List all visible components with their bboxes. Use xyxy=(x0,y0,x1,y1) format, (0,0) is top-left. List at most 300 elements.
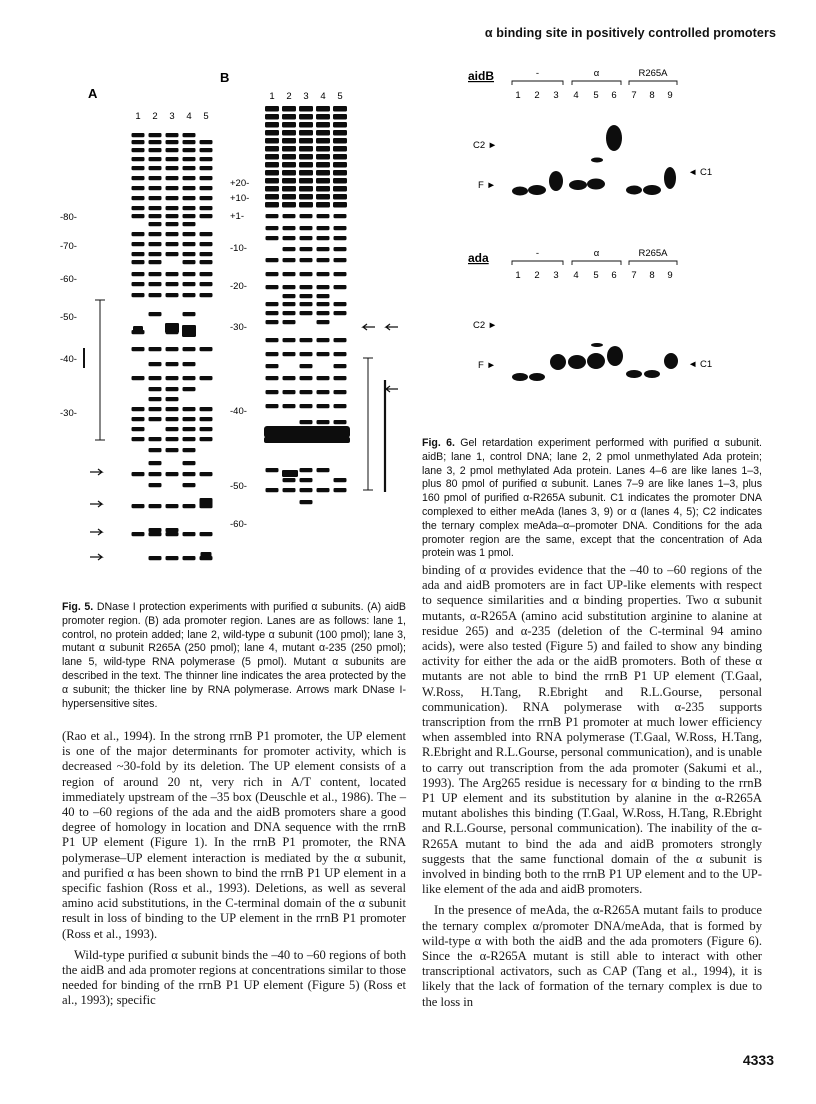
gel-band xyxy=(299,106,313,112)
gel-band xyxy=(149,272,162,276)
gel-band xyxy=(265,130,279,136)
gel-band xyxy=(132,407,145,411)
gel-band xyxy=(282,146,296,152)
gel-band xyxy=(528,185,546,195)
gel-label: - xyxy=(535,248,540,259)
gel-band xyxy=(333,122,347,128)
fig5-b-lane-labels xyxy=(269,91,342,102)
gel-band xyxy=(300,420,313,424)
gel-band xyxy=(166,376,179,380)
gel-band xyxy=(266,311,279,315)
gel-label: 1 xyxy=(269,91,275,102)
gel-band xyxy=(299,154,313,160)
gel-band xyxy=(283,226,296,230)
gel-band xyxy=(333,170,347,176)
gel-band xyxy=(316,154,330,160)
gel-band xyxy=(183,222,196,226)
gel-band xyxy=(334,236,347,240)
gel-band xyxy=(132,347,145,351)
gel-band xyxy=(333,154,347,160)
gel-band xyxy=(132,166,145,170)
gel-band xyxy=(149,186,162,190)
body-paragraph: binding of α provides evidence that the –40 to –60 regions of the ada and aidB promoters are in fact UP-like elements with respect to sequence similarities and α binding properties. Two α subunit mutants, α-R265A (amino acid substitution arginine to alanine at residue 265) and α-235 (deletion of the C-terminal 94 amino acids), were also tested (Figure 5) and failed to show any binding activity for either the ada or the aidB promoters. Both of these α mutants are not able to bind the rrnB P1 UP element (T.Gaal, W.Ross, H.Tang, R.Ebright and R.L.Gourse, personal communication). RNA polymerase with α-235 supports transcription from the rrnB P1 promoter at much lower efficiency when assembled into RNA polymerase (T.Gaal, W.Ross, H.Tang, R.Ebright and R.L.Gourse, personal communication), and is unable to carry out transcription from the ada promoter (Sakumi et al., 1993). The Arg265 residue is necessary for α binding to the rrnB P1 UP element and its substitution by alanine in the α-R265A mutant abolishes this binding (T.Gaal, W.Ross, H.Tang, R.Ebright and R.L.Gourse, personal communication). The inability of the α-R265A mutant to bind the ada and aidB promoters strongly suggests that the same functional domain of the α subunit is involved in binding both to the rrnB P1 UP element and to the UP-like element of the ada and aidB promoters. xyxy=(422,563,762,897)
gel-band xyxy=(132,293,145,297)
gel-label: R265A xyxy=(638,68,668,79)
fig5-panel-a-label: A xyxy=(88,86,98,101)
gel-band xyxy=(166,532,179,536)
gel-label: -10- xyxy=(230,243,247,254)
gel-band xyxy=(183,407,196,411)
gel-band xyxy=(299,186,313,192)
gel-band xyxy=(334,352,347,356)
body-paragraph: In the presence of meAda, the α-R265A mutant fails to produce the ternary complex α/promoter DNA/meAda, that is formed by wild-type α with both the aidB and the ada promoters (Figure 6). Since the α-R265A mutant is still able to interact with other transcriptional activators, such as CAP (Tang et al., 1994), it is likely that the lack of formation of the ternary complex is due to the loss in xyxy=(422,903,762,1009)
gel-band xyxy=(166,347,179,351)
gel-label: 1 xyxy=(515,270,521,281)
gel-label: 8 xyxy=(649,90,655,101)
gel-band xyxy=(149,282,162,286)
gel-band xyxy=(316,138,330,144)
gel-band xyxy=(283,352,296,356)
gel-band xyxy=(200,140,213,144)
gel-band xyxy=(317,376,330,380)
gel-band xyxy=(132,186,145,190)
gel-band xyxy=(282,470,298,477)
gel-band xyxy=(166,472,179,476)
gel-band xyxy=(333,114,347,120)
gel-band xyxy=(264,426,350,438)
gel-band xyxy=(587,353,605,369)
gel-band xyxy=(317,468,330,472)
gel-band xyxy=(183,483,196,487)
gel-band xyxy=(132,437,145,441)
gel-band xyxy=(664,353,678,369)
gel-band xyxy=(200,282,213,286)
gel-band xyxy=(200,260,213,264)
gel-band xyxy=(300,500,313,504)
gel-band xyxy=(149,252,162,256)
gel-band xyxy=(166,556,179,560)
gel-band xyxy=(316,202,330,208)
gel-band xyxy=(265,178,279,184)
gel-band xyxy=(149,133,162,137)
gel-band xyxy=(132,272,145,276)
gel-band xyxy=(283,311,296,315)
gel-band xyxy=(282,170,296,176)
gel-band xyxy=(317,352,330,356)
gel-band xyxy=(334,420,347,424)
gel-band xyxy=(266,488,279,492)
gel-band xyxy=(300,214,313,218)
gel-band xyxy=(166,362,179,366)
gel-band xyxy=(265,146,279,152)
gel-band xyxy=(266,302,279,306)
gel-band xyxy=(283,404,296,408)
gel-band xyxy=(149,206,162,210)
gel-band xyxy=(266,285,279,289)
gel-label: 6 xyxy=(611,270,617,281)
gel-band xyxy=(166,427,179,431)
gel-band xyxy=(133,326,143,334)
gel-band xyxy=(299,170,313,176)
gel-band xyxy=(183,272,196,276)
page-number: 4333 xyxy=(742,1052,774,1068)
gel-band xyxy=(200,427,213,431)
gel-label: 4 xyxy=(573,270,579,281)
gel-band xyxy=(183,312,196,316)
gel-band xyxy=(334,285,347,289)
body-paragraph: (Rao et al., 1994). In the strong rrnB P1 promoter, the UP element is one of the major determinants for promoter activity, which is decreased ~30-fold by its deletion. The UP element consists of a region of around 20 nt, very rich in A/T content, located immediately upstream of the –35 box (Deuschle et al., 1986). The –40 to –60 regions of the ada and the aidB promoters share a good degree of homology in location and DNA sequence with the rrnB P1 UP element (Figure 1). In the rrnB P1 promoter, the RNA polymerase–UP element interaction is mediated by the α subunit, and purified α has been shown to bind the rrnB P1 UP element in a specific fashion (Ross et al., 1993). Deletions, as well as several amino acid substitutions, in the C-terminal domain of the α subunit result in loss of binding to the UP element in the rrnB P1 promoter (Ross et al., 1993). xyxy=(62,729,406,941)
gel-band xyxy=(166,148,179,152)
fig6-caption-label: Fig. 6. xyxy=(422,437,455,449)
gel-band xyxy=(316,170,330,176)
gel-band xyxy=(265,202,279,208)
gel-band xyxy=(333,186,347,192)
gel-band xyxy=(299,114,313,120)
gel-band xyxy=(183,504,196,508)
gel-band xyxy=(183,417,196,421)
gel-band xyxy=(200,417,213,421)
gel-band xyxy=(299,122,313,128)
gel-band xyxy=(283,376,296,380)
gel-band xyxy=(183,293,196,297)
body-right-column xyxy=(422,563,762,1016)
gel-label: 5 xyxy=(203,111,209,122)
gel-band xyxy=(166,196,179,200)
gel-band xyxy=(166,166,179,170)
gel-band xyxy=(333,130,347,136)
gel-band xyxy=(300,468,313,472)
gel-band xyxy=(265,114,279,120)
gel-band xyxy=(299,162,313,168)
gel-band xyxy=(334,404,347,408)
gel-band xyxy=(266,214,279,218)
gel-band xyxy=(183,157,196,161)
gel-band xyxy=(132,176,145,180)
gel-band xyxy=(149,222,162,226)
gel-band xyxy=(166,504,179,508)
gel-label: 3 xyxy=(553,270,559,281)
gel-band xyxy=(132,282,145,286)
gel-band xyxy=(644,370,660,378)
gel-band xyxy=(317,285,330,289)
gel-band xyxy=(282,106,296,112)
gel-band xyxy=(266,258,279,262)
gel-band xyxy=(166,176,179,180)
fig5-a-lane-labels xyxy=(135,111,208,122)
gel-band xyxy=(512,187,528,196)
gel-band xyxy=(299,146,313,152)
gel-label: C2 ► xyxy=(473,320,498,331)
gel-band xyxy=(200,376,213,380)
gel-band xyxy=(166,222,179,226)
gel-band xyxy=(334,311,347,315)
gel-band xyxy=(282,162,296,168)
gel-label: 3 xyxy=(553,90,559,101)
gel-band xyxy=(316,122,330,128)
gel-label: 8 xyxy=(649,270,655,281)
gel-band xyxy=(266,390,279,394)
gel-band xyxy=(317,236,330,240)
gel-band xyxy=(166,272,179,276)
gel-band xyxy=(568,355,586,369)
gel-band xyxy=(166,214,179,218)
gel-band xyxy=(317,272,330,276)
gel-label: +10- xyxy=(230,193,250,204)
gel-band xyxy=(166,282,179,286)
gel-band xyxy=(132,214,145,218)
fig5-panel-b-label: B xyxy=(220,70,230,85)
gel-band xyxy=(529,373,545,381)
gel-band xyxy=(166,417,179,421)
gel-label: 5 xyxy=(337,91,343,102)
gel-label: 5 xyxy=(593,90,599,101)
gel-band xyxy=(643,185,661,195)
gel-band xyxy=(183,437,196,441)
gel-label: 1 xyxy=(135,111,141,122)
gel-band xyxy=(333,178,347,184)
gel-band xyxy=(283,338,296,342)
gel-band xyxy=(282,202,296,208)
gel-label: -70- xyxy=(60,241,77,252)
gel-band xyxy=(149,483,162,487)
gel-band xyxy=(300,272,313,276)
gel-band xyxy=(149,407,162,411)
gel-band xyxy=(149,176,162,180)
gel-band xyxy=(317,247,330,251)
gel-band xyxy=(200,196,213,200)
gel-band xyxy=(607,346,623,366)
gel-band xyxy=(149,417,162,421)
gel-band xyxy=(166,528,179,532)
gel-band xyxy=(283,478,296,482)
gel-band xyxy=(265,170,279,176)
gel-band xyxy=(266,468,279,472)
gel-band xyxy=(200,242,213,246)
gel-label: 7 xyxy=(631,90,637,101)
gel-band xyxy=(299,194,313,200)
gel-band xyxy=(200,214,213,218)
gel-band xyxy=(183,133,196,137)
gel-band xyxy=(316,186,330,192)
gel-band xyxy=(317,420,330,424)
gel-label: - xyxy=(535,68,540,79)
gel-band xyxy=(149,312,162,316)
gel-band xyxy=(282,154,296,160)
gel-band xyxy=(200,347,213,351)
gel-band xyxy=(149,376,162,380)
gel-band xyxy=(149,232,162,236)
fig6-caption xyxy=(422,437,762,561)
gel-band xyxy=(300,404,313,408)
gel-band xyxy=(132,532,145,536)
gel-band xyxy=(200,272,213,276)
gel-band xyxy=(149,166,162,170)
group-bracket xyxy=(512,261,563,265)
gel-band xyxy=(183,532,196,536)
gel-band xyxy=(300,285,313,289)
gel-label: -80- xyxy=(60,212,77,223)
gel-band xyxy=(316,146,330,152)
gel-band xyxy=(283,488,296,492)
gel-band xyxy=(149,148,162,152)
gel-band xyxy=(283,390,296,394)
gel-label: 3 xyxy=(169,111,175,122)
gel-band xyxy=(283,247,296,251)
gel-band xyxy=(132,206,145,210)
gel-band xyxy=(300,302,313,306)
gel-label: α xyxy=(593,68,600,79)
gel-band xyxy=(166,437,179,441)
gel-label: F ► xyxy=(478,180,496,191)
gel-band xyxy=(149,532,162,536)
gel-label: -60- xyxy=(60,274,77,285)
gel-band xyxy=(149,437,162,441)
gel-band xyxy=(265,138,279,144)
gel-label: 9 xyxy=(667,270,673,281)
gel-band xyxy=(132,133,145,137)
gel-band xyxy=(591,343,603,347)
gel-band xyxy=(300,338,313,342)
gel-band xyxy=(300,258,313,262)
group-bracket xyxy=(572,261,621,265)
gel-label: 1 xyxy=(515,90,521,101)
gel-band xyxy=(283,236,296,240)
gel-band xyxy=(300,226,313,230)
gel-band xyxy=(149,528,162,532)
gel-band xyxy=(166,293,179,297)
gel-band xyxy=(300,236,313,240)
gel-band xyxy=(283,294,296,298)
gel-band xyxy=(183,196,196,200)
gel-band xyxy=(317,214,330,218)
gel-band xyxy=(183,376,196,380)
body-paragraph: Wild-type purified α subunit binds the –40 to –60 regions of both the aidB and ada promoter regions at concentrations similar to those needed for binding of the rrnB P1 UP element (Figure 5) (Ross et al., 1993); specific xyxy=(62,947,406,1008)
group-bracket xyxy=(572,81,621,85)
gel-band xyxy=(200,498,213,508)
gel-band xyxy=(317,226,330,230)
gel-label: 2 xyxy=(534,90,540,101)
gel-band xyxy=(200,176,213,180)
gel-band xyxy=(283,320,296,324)
gel-band xyxy=(550,354,566,370)
gel-label: +20- xyxy=(230,178,250,189)
gel-band xyxy=(317,258,330,262)
gel-band xyxy=(266,352,279,356)
gel-band xyxy=(317,294,330,298)
gel-band xyxy=(283,258,296,262)
gel-band xyxy=(149,387,162,391)
gel-band xyxy=(166,387,179,391)
gel-band xyxy=(300,352,313,356)
gel-band xyxy=(300,390,313,394)
gel-band xyxy=(300,478,313,482)
gel-band xyxy=(166,448,179,452)
gel-label: 3 xyxy=(303,91,309,102)
gel-label: -60- xyxy=(230,519,247,530)
gel-band xyxy=(265,162,279,168)
gel-band xyxy=(282,114,296,120)
fig5-caption-text: DNase I protection experiments with purified α subunits. (A) aidB promoter region. (B) ada promoter region. Lanes are as follows: lane 1, control, no protein added; lane 2, wild-type α subunit (100 pmol); lane 3, mutant α subunit R265A (250 pmol); lane 4, mutant α-235 (250 pmol); lane 5, wild-type RNA polymerase (5 pmol). Mutant α subunits are described in the text. The thinner line indicates the area protected by the α subunit; the thicker line by RNA polymerase. Arrows mark DNase I-hypersensitive sites. xyxy=(62,601,406,710)
gel-label: ◄ C1 xyxy=(688,359,713,370)
gel-band xyxy=(282,122,296,128)
fig5-a-markers xyxy=(60,212,77,419)
gel-label: -50- xyxy=(230,481,247,492)
gel-band xyxy=(266,338,279,342)
gel-band xyxy=(317,338,330,342)
gel-band xyxy=(183,472,196,476)
gel-band xyxy=(183,140,196,144)
fig5-b-markers xyxy=(230,178,249,530)
gel-label: ◄ C1 xyxy=(688,167,713,178)
gel-band xyxy=(200,472,213,476)
gel-band xyxy=(317,311,330,315)
gel-band xyxy=(132,472,145,476)
fig5-a-gel xyxy=(132,133,213,560)
gel-band xyxy=(166,186,179,190)
gel-band xyxy=(334,488,347,492)
gel-band xyxy=(166,232,179,236)
gel-band xyxy=(149,362,162,366)
running-header: α binding site in positively controlled promoters xyxy=(484,26,776,40)
gel-band xyxy=(300,294,313,298)
gel-band xyxy=(149,347,162,351)
gel-band xyxy=(200,148,213,152)
gel-band xyxy=(200,206,213,210)
fig6-bottom-gel xyxy=(473,248,712,381)
gel-band xyxy=(166,157,179,161)
gel-band xyxy=(132,427,145,431)
gel-band xyxy=(149,140,162,144)
gel-band xyxy=(317,404,330,408)
gel-label: 4 xyxy=(573,90,579,101)
gel-band xyxy=(282,194,296,200)
gel-label: -30- xyxy=(60,408,77,419)
gel-band xyxy=(149,556,162,560)
gel-band xyxy=(626,370,642,378)
gel-band xyxy=(334,214,347,218)
gel-band xyxy=(266,320,279,324)
gel-label: α xyxy=(593,248,600,259)
gel-band xyxy=(166,140,179,144)
gel-label: 7 xyxy=(631,270,637,281)
gel-band xyxy=(549,171,563,191)
gel-band xyxy=(266,404,279,408)
gel-band xyxy=(569,180,587,190)
gel-band xyxy=(265,154,279,160)
gel-label: +1- xyxy=(230,211,244,222)
gel-label: 9 xyxy=(667,90,673,101)
gel-band xyxy=(333,162,347,168)
gel-label: -40- xyxy=(230,406,247,417)
gel-band xyxy=(299,178,313,184)
gel-band xyxy=(183,556,196,560)
gel-band xyxy=(266,376,279,380)
gel-band xyxy=(300,247,313,251)
gel-band xyxy=(664,167,676,189)
gel-band xyxy=(334,302,347,306)
gel-label: 4 xyxy=(186,111,192,122)
fig6-bottom-label: ada xyxy=(468,251,489,265)
gel-band xyxy=(183,252,196,256)
gel-band xyxy=(132,376,145,380)
gel-band xyxy=(334,478,347,482)
gel-band xyxy=(300,364,313,368)
gel-band xyxy=(282,130,296,136)
gel-band xyxy=(299,138,313,144)
gel-band xyxy=(606,125,622,151)
gel-band xyxy=(333,146,347,152)
gel-band xyxy=(299,202,313,208)
